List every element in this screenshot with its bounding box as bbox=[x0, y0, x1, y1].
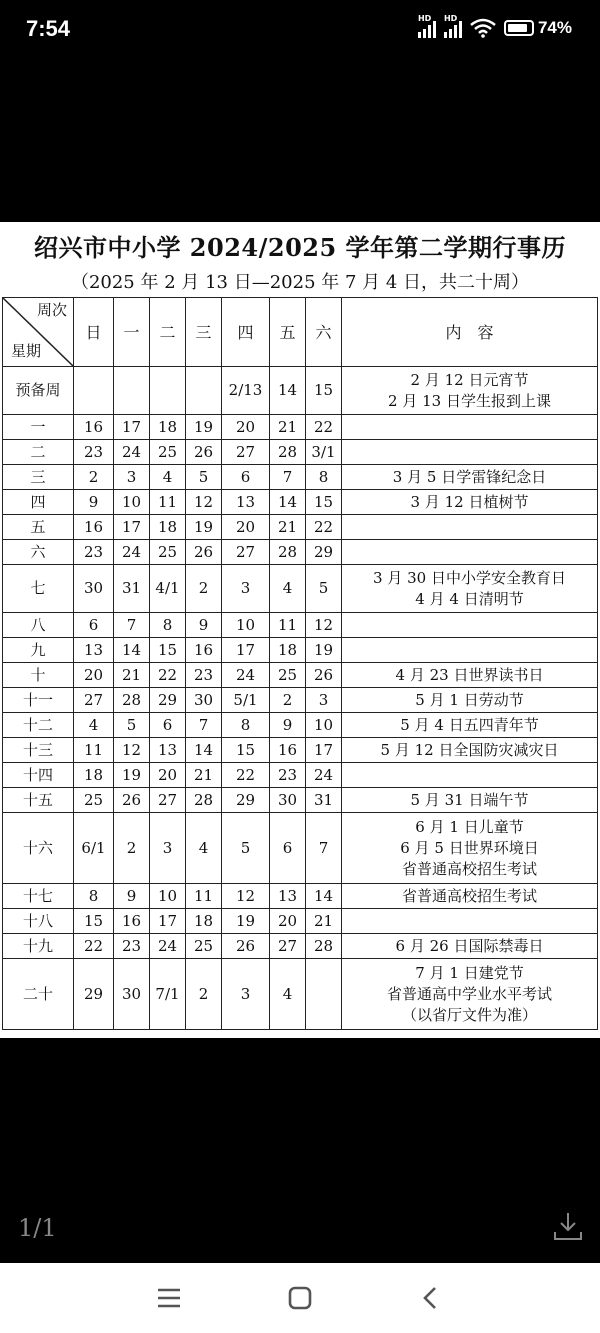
date-cell: 17 bbox=[114, 515, 150, 540]
week-cell: 十 bbox=[3, 663, 74, 688]
note-line: 3 月 12 日植树节 bbox=[410, 492, 529, 511]
notes-cell bbox=[342, 367, 598, 415]
date-cell: 5 bbox=[114, 713, 150, 738]
table-row bbox=[3, 788, 598, 813]
date-cell: 7 bbox=[270, 465, 306, 490]
notes-header: 内 容 bbox=[342, 298, 598, 367]
date-cell bbox=[150, 367, 186, 415]
date-cell: 12 bbox=[114, 738, 150, 763]
week-cell: 十五 bbox=[3, 788, 74, 813]
page-indicator: 1/1 bbox=[18, 1214, 57, 1242]
table-row bbox=[3, 440, 598, 465]
date-cell: 27 bbox=[74, 688, 114, 713]
date-cell: 11 bbox=[74, 738, 114, 763]
date-cell: 3/1 bbox=[306, 440, 342, 465]
notes-cell bbox=[342, 663, 598, 688]
note-line: 5 月 31 日端午节 bbox=[410, 790, 529, 809]
date-cell bbox=[186, 367, 222, 415]
date-cell: 3 bbox=[114, 465, 150, 490]
date-cell: 14 bbox=[270, 490, 306, 515]
date-cell: 8 bbox=[306, 465, 342, 490]
date-cell: 17 bbox=[306, 738, 342, 763]
date-cell: 24 bbox=[306, 763, 342, 788]
notes-cell bbox=[342, 613, 598, 638]
notes-cell bbox=[342, 540, 598, 565]
note-line: 省普通高中学业水平考试 bbox=[386, 984, 552, 1003]
date-cell: 8 bbox=[222, 713, 270, 738]
week-cell: 十九 bbox=[3, 934, 74, 959]
table-row bbox=[3, 565, 598, 613]
day-header: 二 bbox=[150, 298, 186, 367]
notes-cell bbox=[342, 909, 598, 934]
date-cell: 2 bbox=[74, 465, 114, 490]
date-cell: 14 bbox=[114, 638, 150, 663]
week-cell: 一 bbox=[3, 415, 74, 440]
notes-cell bbox=[342, 415, 598, 440]
date-cell: 25 bbox=[74, 788, 114, 813]
date-cell: 12 bbox=[186, 490, 222, 515]
date-cell: 10 bbox=[222, 613, 270, 638]
week-header: 周次 bbox=[36, 301, 67, 319]
note-line: 省普通高校招生考试 bbox=[401, 859, 537, 878]
date-cell: 19 bbox=[186, 515, 222, 540]
date-cell: 12 bbox=[306, 613, 342, 638]
table-row bbox=[3, 465, 598, 490]
date-cell: 26 bbox=[186, 440, 222, 465]
date-cell: 5 bbox=[222, 813, 270, 884]
download-icon[interactable] bbox=[552, 1210, 584, 1242]
page-subtitle: （2025 年 2 月 13 日—2025 年 7 月 4 日，共二十周） bbox=[70, 272, 530, 293]
day-header: 一 bbox=[114, 298, 150, 367]
note-line: 6 月 5 日世界环境日 bbox=[400, 838, 539, 857]
date-cell: 24 bbox=[150, 934, 186, 959]
date-cell: 14 bbox=[186, 738, 222, 763]
notes-cell bbox=[342, 788, 598, 813]
date-cell: 9 bbox=[270, 713, 306, 738]
date-cell: 11 bbox=[186, 884, 222, 909]
date-cell: 18 bbox=[150, 415, 186, 440]
date-cell: 28 bbox=[270, 440, 306, 465]
date-cell bbox=[74, 367, 114, 415]
date-cell: 9 bbox=[74, 490, 114, 515]
date-cell: 7 bbox=[114, 613, 150, 638]
note-line: 5 月 4 日五四青年节 bbox=[400, 715, 539, 734]
date-cell: 3 bbox=[222, 959, 270, 1030]
date-cell: 26 bbox=[186, 540, 222, 565]
date-cell: 4 bbox=[186, 813, 222, 884]
day-header: 三 bbox=[186, 298, 222, 367]
table-row bbox=[3, 638, 598, 663]
date-cell: 6 bbox=[74, 613, 114, 638]
date-cell: 2 bbox=[114, 813, 150, 884]
notes-cell bbox=[342, 688, 598, 713]
note-line: 2 月 12 日元宵节 bbox=[410, 370, 529, 389]
date-cell: 25 bbox=[150, 540, 186, 565]
date-cell: 23 bbox=[114, 934, 150, 959]
week-cell: 十一 bbox=[3, 688, 74, 713]
week-cell: 五 bbox=[3, 515, 74, 540]
day-header: 四 bbox=[222, 298, 270, 367]
date-cell: 8 bbox=[74, 884, 114, 909]
week-cell: 预备周 bbox=[3, 367, 74, 415]
notes-cell bbox=[342, 440, 598, 465]
date-cell: 25 bbox=[186, 934, 222, 959]
date-cell: 30 bbox=[114, 959, 150, 1030]
date-cell: 18 bbox=[270, 638, 306, 663]
date-cell: 30 bbox=[186, 688, 222, 713]
date-cell: 20 bbox=[270, 909, 306, 934]
date-cell: 5 bbox=[306, 565, 342, 613]
date-cell: 30 bbox=[74, 565, 114, 613]
date-cell: 15 bbox=[222, 738, 270, 763]
date-cell: 26 bbox=[222, 934, 270, 959]
calendar-table bbox=[2, 297, 598, 1030]
notes-cell bbox=[342, 763, 598, 788]
date-cell: 22 bbox=[222, 763, 270, 788]
week-cell: 十三 bbox=[3, 738, 74, 763]
week-cell: 十七 bbox=[3, 884, 74, 909]
date-cell: 29 bbox=[150, 688, 186, 713]
date-cell: 28 bbox=[306, 934, 342, 959]
navigation-bar bbox=[0, 1263, 600, 1333]
date-cell: 28 bbox=[186, 788, 222, 813]
battery-percent: 74% bbox=[537, 18, 572, 37]
date-cell: 2/13 bbox=[222, 367, 270, 415]
date-cell: 13 bbox=[150, 738, 186, 763]
date-cell: 10 bbox=[150, 884, 186, 909]
table-header-row bbox=[3, 298, 598, 367]
date-cell: 19 bbox=[114, 763, 150, 788]
notes-cell bbox=[342, 565, 598, 613]
date-cell: 9 bbox=[186, 613, 222, 638]
note-line: 2 月 13 日学生报到上课 bbox=[388, 391, 551, 410]
week-cell: 十四 bbox=[3, 763, 74, 788]
date-cell bbox=[306, 959, 342, 1030]
date-cell: 29 bbox=[222, 788, 270, 813]
date-cell: 30 bbox=[270, 788, 306, 813]
table-row bbox=[3, 515, 598, 540]
date-cell: 31 bbox=[306, 788, 342, 813]
date-cell: 11 bbox=[150, 490, 186, 515]
table-row bbox=[3, 367, 598, 415]
date-cell: 17 bbox=[150, 909, 186, 934]
date-cell: 23 bbox=[270, 763, 306, 788]
date-cell: 6 bbox=[150, 713, 186, 738]
date-cell: 29 bbox=[306, 540, 342, 565]
week-cell: 三 bbox=[3, 465, 74, 490]
notes-cell bbox=[342, 490, 598, 515]
date-cell: 21 bbox=[114, 663, 150, 688]
date-cell: 4/1 bbox=[150, 565, 186, 613]
date-cell: 29 bbox=[74, 959, 114, 1030]
date-cell: 22 bbox=[74, 934, 114, 959]
date-cell: 2 bbox=[270, 688, 306, 713]
date-cell: 16 bbox=[114, 909, 150, 934]
notes-cell bbox=[342, 638, 598, 663]
date-cell: 20 bbox=[222, 515, 270, 540]
table-row bbox=[3, 713, 598, 738]
date-cell: 19 bbox=[306, 638, 342, 663]
week-cell: 七 bbox=[3, 565, 74, 613]
date-cell: 2 bbox=[186, 565, 222, 613]
date-cell: 20 bbox=[74, 663, 114, 688]
date-cell: 27 bbox=[270, 934, 306, 959]
date-cell bbox=[114, 367, 150, 415]
date-cell: 7/1 bbox=[150, 959, 186, 1030]
date-cell: 18 bbox=[74, 763, 114, 788]
week-cell: 十二 bbox=[3, 713, 74, 738]
battery-indicator bbox=[504, 18, 572, 38]
viewer-footer bbox=[0, 1038, 600, 1263]
date-cell: 21 bbox=[306, 909, 342, 934]
date-cell: 19 bbox=[186, 415, 222, 440]
notes-cell bbox=[342, 713, 598, 738]
date-cell: 15 bbox=[306, 367, 342, 415]
table-row bbox=[3, 663, 598, 688]
date-cell: 28 bbox=[270, 540, 306, 565]
note-line: 4 月 23 日世界读书日 bbox=[395, 665, 544, 684]
table-row bbox=[3, 415, 598, 440]
week-cell: 四 bbox=[3, 490, 74, 515]
date-cell: 15 bbox=[74, 909, 114, 934]
date-cell: 27 bbox=[150, 788, 186, 813]
table-row bbox=[3, 490, 598, 515]
note-line: 4 月 4 日清明节 bbox=[415, 589, 524, 608]
date-cell: 15 bbox=[150, 638, 186, 663]
week-cell: 二 bbox=[3, 440, 74, 465]
date-cell: 16 bbox=[186, 638, 222, 663]
notes-cell bbox=[342, 813, 598, 884]
date-cell: 13 bbox=[222, 490, 270, 515]
date-cell: 7 bbox=[306, 813, 342, 884]
date-cell: 6/1 bbox=[74, 813, 114, 884]
table-row bbox=[3, 613, 598, 638]
week-cell: 二十 bbox=[3, 959, 74, 1030]
table-row bbox=[3, 813, 598, 884]
date-cell: 21 bbox=[270, 415, 306, 440]
menu-icon[interactable] bbox=[154, 1283, 184, 1313]
notes-cell bbox=[342, 465, 598, 490]
table-row bbox=[3, 959, 598, 1030]
note-line: 省普通高校招生考试 bbox=[401, 886, 537, 905]
table-row bbox=[3, 688, 598, 713]
date-cell: 17 bbox=[222, 638, 270, 663]
note-line: 6 月 1 日儿童节 bbox=[415, 817, 524, 836]
date-cell: 16 bbox=[270, 738, 306, 763]
date-cell: 3 bbox=[222, 565, 270, 613]
date-cell: 24 bbox=[114, 540, 150, 565]
date-cell: 4 bbox=[270, 959, 306, 1030]
week-cell: 九 bbox=[3, 638, 74, 663]
note-line: 3 月 5 日学雷锋纪念日 bbox=[392, 467, 547, 486]
date-cell: 5 bbox=[186, 465, 222, 490]
note-line: 5 月 1 日劳动节 bbox=[415, 690, 524, 709]
note-line: 3 月 30 日中小学安全教育日 bbox=[373, 568, 566, 587]
date-cell: 23 bbox=[186, 663, 222, 688]
date-cell: 24 bbox=[114, 440, 150, 465]
cell-signal-2-icon: HD bbox=[444, 18, 462, 38]
note-line: （以省厅文件为准） bbox=[401, 1005, 537, 1024]
date-cell: 9 bbox=[114, 884, 150, 909]
date-cell: 25 bbox=[150, 440, 186, 465]
date-cell: 14 bbox=[270, 367, 306, 415]
date-cell: 6 bbox=[270, 813, 306, 884]
date-cell: 26 bbox=[114, 788, 150, 813]
date-cell: 27 bbox=[222, 540, 270, 565]
date-cell: 8 bbox=[150, 613, 186, 638]
table-row bbox=[3, 763, 598, 788]
note-line: 7 月 1 日建党节 bbox=[415, 963, 524, 982]
date-cell: 3 bbox=[150, 813, 186, 884]
date-cell: 31 bbox=[114, 565, 150, 613]
table-row bbox=[3, 540, 598, 565]
date-cell: 28 bbox=[114, 688, 150, 713]
date-cell: 17 bbox=[114, 415, 150, 440]
date-cell: 6 bbox=[222, 465, 270, 490]
table-row bbox=[3, 884, 598, 909]
table-row bbox=[3, 909, 598, 934]
note-line: 5 月 12 日全国防灾减灾日 bbox=[380, 740, 559, 759]
date-cell: 16 bbox=[74, 515, 114, 540]
week-cell: 十八 bbox=[3, 909, 74, 934]
notes-cell bbox=[342, 515, 598, 540]
date-cell: 3 bbox=[306, 688, 342, 713]
wifi-icon bbox=[470, 18, 496, 38]
date-cell: 4 bbox=[74, 713, 114, 738]
battery-icon bbox=[504, 20, 534, 36]
date-cell: 4 bbox=[150, 465, 186, 490]
notes-cell bbox=[342, 884, 598, 909]
date-cell: 13 bbox=[270, 884, 306, 909]
weekday-header: 星期 bbox=[11, 342, 42, 360]
status-time: 7:54 bbox=[26, 16, 71, 41]
date-cell: 12 bbox=[222, 884, 270, 909]
date-cell: 10 bbox=[114, 490, 150, 515]
date-cell: 4 bbox=[270, 565, 306, 613]
date-cell: 20 bbox=[222, 415, 270, 440]
day-header: 日 bbox=[74, 298, 114, 367]
date-cell: 25 bbox=[270, 663, 306, 688]
date-cell: 2 bbox=[186, 959, 222, 1030]
page-title: 绍兴市中小学 2024/2025 学年第二学期行事历 bbox=[33, 233, 567, 262]
back-icon[interactable] bbox=[416, 1283, 446, 1313]
week-cell: 十六 bbox=[3, 813, 74, 884]
home-icon[interactable] bbox=[285, 1283, 315, 1313]
document-page bbox=[0, 222, 600, 1038]
date-cell: 10 bbox=[306, 713, 342, 738]
date-cell: 14 bbox=[306, 884, 342, 909]
status-bar bbox=[0, 0, 600, 60]
date-cell: 27 bbox=[222, 440, 270, 465]
date-cell: 24 bbox=[222, 663, 270, 688]
corner-header-cell bbox=[3, 298, 74, 367]
date-cell: 19 bbox=[222, 909, 270, 934]
date-cell: 15 bbox=[306, 490, 342, 515]
date-cell: 18 bbox=[186, 909, 222, 934]
table-row bbox=[3, 934, 598, 959]
week-cell: 六 bbox=[3, 540, 74, 565]
date-cell: 23 bbox=[74, 440, 114, 465]
note-line: 6 月 26 日国际禁毒日 bbox=[395, 936, 544, 955]
date-cell: 22 bbox=[306, 415, 342, 440]
date-cell: 22 bbox=[150, 663, 186, 688]
day-header: 五 bbox=[270, 298, 306, 367]
date-cell: 21 bbox=[270, 515, 306, 540]
date-cell: 13 bbox=[74, 638, 114, 663]
date-cell: 20 bbox=[150, 763, 186, 788]
date-cell: 23 bbox=[74, 540, 114, 565]
week-cell: 八 bbox=[3, 613, 74, 638]
date-cell: 21 bbox=[186, 763, 222, 788]
notes-cell bbox=[342, 738, 598, 763]
date-cell: 7 bbox=[186, 713, 222, 738]
date-cell: 26 bbox=[306, 663, 342, 688]
date-cell: 22 bbox=[306, 515, 342, 540]
table-row bbox=[3, 738, 598, 763]
date-cell: 16 bbox=[74, 415, 114, 440]
day-header: 六 bbox=[306, 298, 342, 367]
notes-cell bbox=[342, 959, 598, 1030]
date-cell: 11 bbox=[270, 613, 306, 638]
date-cell: 18 bbox=[150, 515, 186, 540]
notes-cell bbox=[342, 934, 598, 959]
cell-signal-1-icon: HD bbox=[418, 18, 436, 38]
date-cell: 5/1 bbox=[222, 688, 270, 713]
